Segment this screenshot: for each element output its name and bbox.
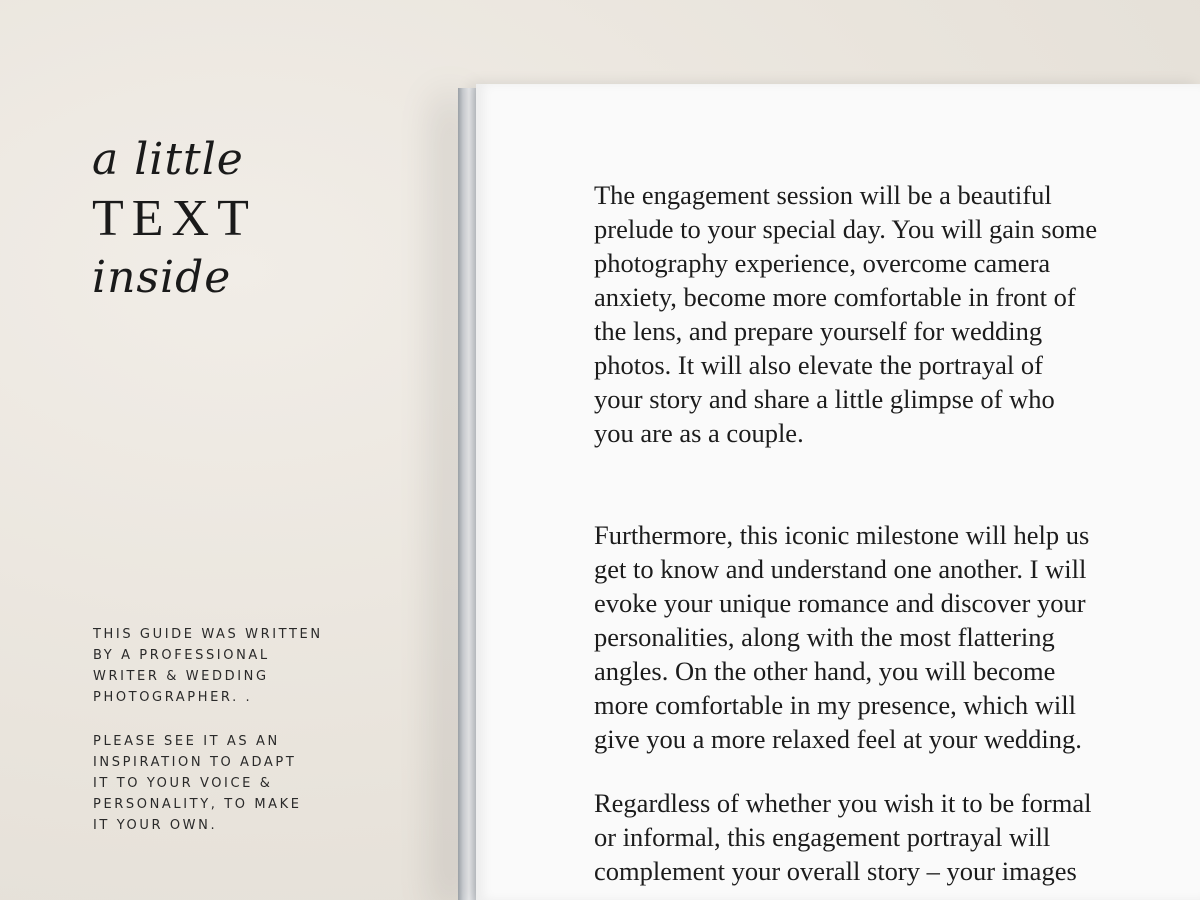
headline-line-1: a little: [92, 134, 244, 185]
headline: [92, 132, 257, 306]
adapt-note: PLEASE SEE IT AS AN INSPIRATION TO ADAPT IT TO YOUR VOICE & PERSONALITY, TO MAKE IT YOUR OWN.: [93, 734, 302, 833]
book-page-edges: [458, 88, 478, 900]
paragraph-milestone: Furthermore, this iconic milestone will help us get to know and understand one another. I will evoke your unique romance and discover your personalities, along with the most flattering angles. On the other hand, you will become more comfortable in my presence, which will give you a more relaxed feel at your wedding.: [594, 520, 1090, 754]
paragraph-engagement-session: The engagement session will be a beautiful prelude to your special day. You will gain some photography experience, overcome camera anxiety, become more comfortable in front of the lens, and prepare yourself for wedding photos. It will also elevate the portrayal of your story and share a little glimpse of who you are as a couple.: [594, 180, 1098, 448]
guide-note: THIS GUIDE WAS WRITTEN BY A PROFESSIONAL WRITER & WEDDING PHOTOGRAPHER. .: [93, 627, 323, 705]
headline-line-3: inside: [92, 252, 232, 303]
book-page: [476, 84, 1200, 900]
paragraph-formal-informal: Regardless of whether you wish it to be formal or informal, this engagement portrayal will complement your overall story – your images: [594, 788, 1092, 886]
headline-line-2: TEXT: [92, 190, 257, 247]
